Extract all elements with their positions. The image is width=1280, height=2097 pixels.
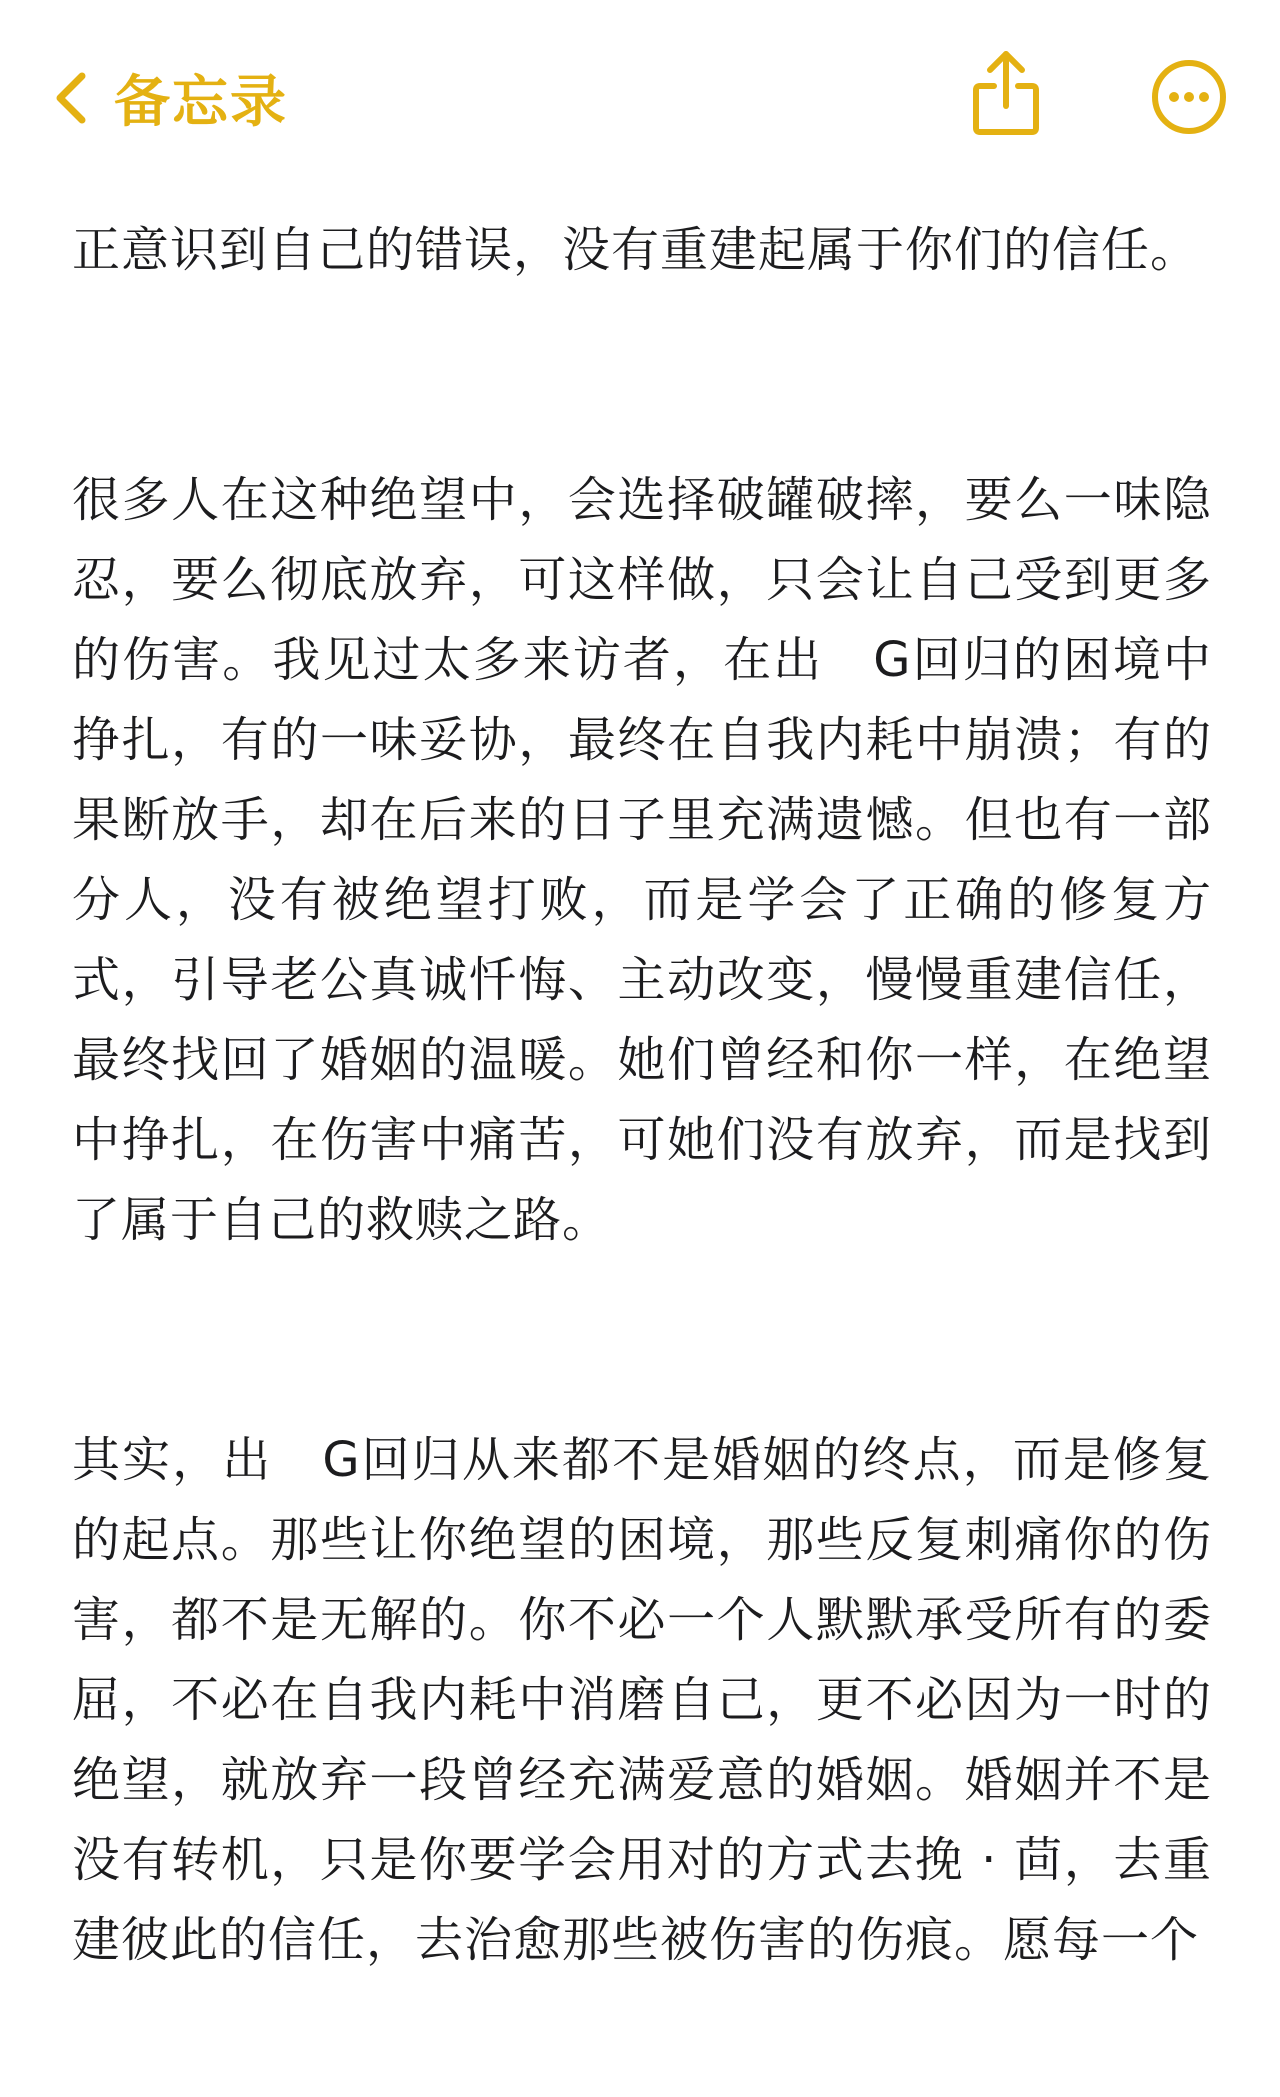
note-paragraph: 其实，出 G回归从来都不是婚姻的终点，而是修复的起点。那些让你绝望的困境，那些反复刺痛你的伤害，都不是无解的。你不必一个人默默承受所有的委屈，不必在自我内耗中消磨自己，更不必因为一时的绝望，就放弃一段曾经充满爱意的婚姻。婚姻并不是没有转机，只是你要学会用对的方式去挽 · 茴，去重建彼此的信任，去治愈那些被伤害的伤痕。愿每一个	[72, 1432, 1212, 1968]
more-options-button[interactable]	[1150, 58, 1228, 136]
share-icon	[970, 48, 1042, 138]
more-icon	[1150, 58, 1228, 136]
back-button-label: 备忘录	[114, 70, 288, 135]
navigation-bar	[0, 0, 1280, 200]
note-paragraph: 很多人在这种绝望中，会选择破罐破摔，要么一味隐忍，要么彻底放弃，可这样做，只会让自己受到更多的伤害。我见过太多来访者，在出 G回归的困境中挣扎，有的一味妥协，最终在自我内耗中崩溃；有的果断放手，却在后来的日子里充满遗憾。但也有一部分人，没有被绝望打败，而是学会了正确的修复方式，引导老公真诚忏悔、主动改变，慢慢重建信任，最终找回了婚姻的温暖。她们曾经和你一样，在绝望中挣扎，在伤害中痛苦，可她们没有放弃，而是找到了属于自己的救赎之路。	[72, 472, 1212, 1248]
share-button[interactable]	[970, 48, 1042, 138]
chevron-left-icon	[52, 68, 92, 128]
back-button[interactable]	[52, 62, 288, 134]
note-paragraph: 正意识到自己的错误，没有重建起属于你们的信任。	[72, 222, 1200, 278]
